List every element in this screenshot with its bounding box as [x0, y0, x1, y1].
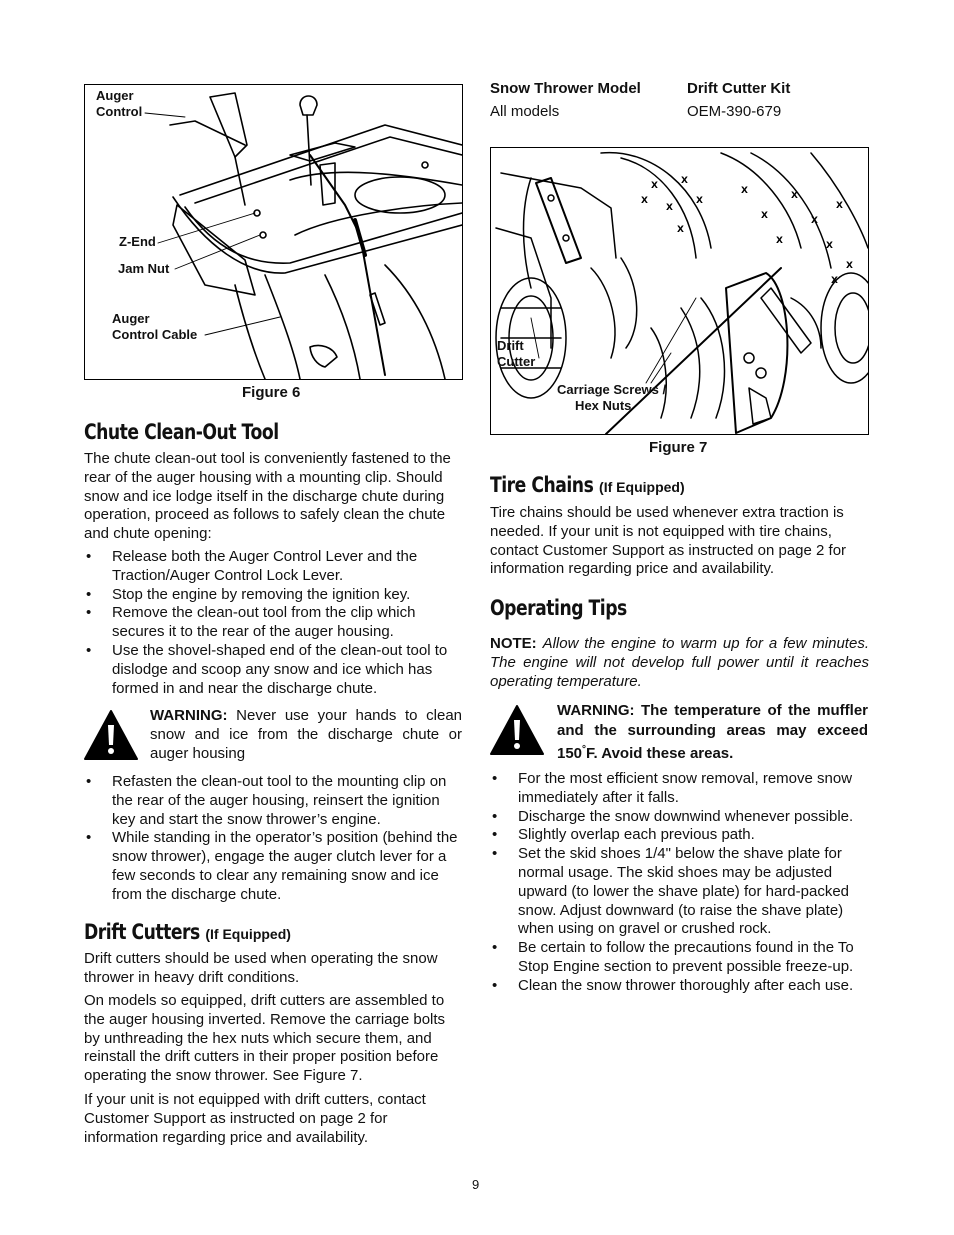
- chute-intro: The chute clean-out tool is conveniently fastened to the rear of the auger housing with a mounting clip. Should snow and ice lodge itself in the discharge chute during operation, proceed as follows to safely clean the chute and chute opening:: [84, 450, 451, 543]
- svg-text:X: X: [761, 211, 768, 221]
- list-item: • Set the skid shoes 1/4" below the shave plate for normal usage. The skid shoes may be adjusted upward (to lower the shave plate) for hard-packed snow. Adjust downward (to raise the shave plate) when using on gravel or crushed rock.: [490, 845, 868, 939]
- page-number: 9: [472, 1177, 480, 1192]
- list-item: • Use the shovel-shaped end of the clean-out tool to dislodge and scoop any snow and ice which has formed in and near the discharge chute.: [84, 642, 461, 698]
- chute-steps: [84, 548, 461, 698]
- svg-text:X: X: [681, 176, 688, 186]
- tire-heading-text: Tire Chains: [490, 473, 594, 497]
- table-header-kit: Drift Cutter Kit: [687, 80, 791, 97]
- label-jam-nut: Jam Nut: [118, 261, 170, 276]
- figure-7-caption: Figure 7: [649, 439, 708, 456]
- table-cell-model: All models: [490, 103, 560, 120]
- svg-text:X: X: [776, 236, 783, 246]
- svg-text:X: X: [651, 181, 658, 191]
- svg-text:X: X: [666, 203, 673, 213]
- label-auger-control-cable: Auger Control Cable: [112, 311, 198, 342]
- svg-text:X: X: [791, 191, 798, 201]
- list-item: • Release both the Auger Control Lever and the Traction/Auger Control Lock Lever.: [84, 548, 461, 586]
- drift-heading-sub: (If Equipped): [205, 926, 291, 942]
- warning-triangle-icon: [489, 704, 545, 756]
- drift-cutter-illustration: [491, 148, 868, 434]
- tips-list: [490, 770, 868, 996]
- list-item: • For the most efficient snow removal, remove snow immediately after it falls.: [490, 770, 868, 808]
- chute-heading: Chute Clean-Out Tool: [84, 420, 279, 444]
- chute-steps-2: [84, 773, 461, 905]
- note-label: NOTE:: [490, 635, 537, 652]
- svg-text:X: X: [811, 216, 818, 226]
- svg-text:X: X: [836, 201, 843, 211]
- tips-warning-post: F. Avoid these areas.: [586, 745, 734, 762]
- warning-label: WARNING:: [150, 707, 228, 724]
- note-text: Allow the engine to warm up for a few minutes. The engine will not develop full power until it reaches operating temperature.: [490, 635, 869, 690]
- tire-heading-sub: (If Equipped): [598, 479, 685, 495]
- label-auger-control: Auger Control: [96, 88, 143, 119]
- warning-text: Never use your hands to clean snow and ice from the discharge chute or auger housing: [150, 707, 463, 762]
- tips-warning: [557, 701, 868, 764]
- tire-heading: [490, 473, 685, 497]
- label-carriage-screws: Carriage Screws / Hex Nuts: [557, 382, 667, 413]
- table-cell-kit: OEM-390-679: [687, 103, 782, 120]
- chute-warning: [150, 707, 462, 763]
- list-item: • Slightly overlap each previous path.: [490, 826, 868, 845]
- list-item: • Refasten the clean-out tool to the mounting clip on the rear of the auger housing, reinsert the ignition key and start the snow thrower’s engine.: [84, 773, 461, 829]
- drift-p3: If your unit is not equipped with drift cutters, contact Customer Support as instructed on page 2 for information regarding price and availability.: [84, 1091, 426, 1146]
- svg-text:X: X: [741, 186, 748, 196]
- warning-triangle-icon: [83, 709, 139, 761]
- figure-6: [84, 84, 463, 380]
- drift-heading-text: Drift Cutters: [84, 920, 200, 944]
- list-item: • Clean the snow thrower thoroughly after each use.: [490, 977, 868, 996]
- svg-text:X: X: [677, 225, 684, 235]
- svg-text:X: X: [826, 241, 833, 251]
- figure-7: [490, 147, 869, 435]
- tips-note: [490, 635, 869, 691]
- list-item: • Stop the engine by removing the ignition key.: [84, 586, 461, 605]
- drift-heading: [84, 920, 291, 944]
- list-item: • Remove the clean-out tool from the clip which secures it to the rear of the auger housing.: [84, 604, 461, 642]
- list-item: • Be certain to follow the precautions found in the To Stop Engine section to prevent possible freeze-up.: [490, 939, 868, 977]
- svg-text:X: X: [696, 196, 703, 206]
- drift-p1: Drift cutters should be used when operating the snow thrower in heavy drift conditions.: [84, 950, 438, 986]
- tips-heading: Operating Tips: [490, 596, 627, 620]
- degree-symbol: °: [582, 744, 587, 755]
- drift-p2: On models so equipped, drift cutters are assembled to the auger housing inverted. Remove the carriage bolts by unthreading the hex nuts which secure them, and reinstall the drift cutters in their proper position before operating the snow thrower. See Figure 7.: [84, 992, 446, 1085]
- figure-6-caption: Figure 6: [242, 384, 301, 401]
- tire-text: Tire chains should be used whenever extra traction is needed. If your unit is not equipped with tire chains, contact Customer Support as instructed on page 2 for information regarding price and availability.: [490, 504, 847, 578]
- tips-warning-pre: WARNING: The temperature of the muffler and the surrounding areas may exceed 150: [557, 702, 868, 762]
- svg-text:X: X: [641, 196, 648, 206]
- list-item: • Discharge the snow downwind whenever possible.: [490, 808, 868, 827]
- label-z-end: Z-End: [119, 234, 156, 249]
- table-header-model: Snow Thrower Model: [490, 80, 641, 97]
- label-drift-cutter: Drift Cutter: [497, 338, 536, 369]
- svg-text:X: X: [846, 261, 853, 271]
- list-item: • While standing in the operator’s position (behind the snow thrower), engage the auger clutch lever for a few seconds to clear any remaining snow and ice from the discharge chute.: [84, 829, 461, 904]
- svg-text:X: X: [831, 276, 838, 286]
